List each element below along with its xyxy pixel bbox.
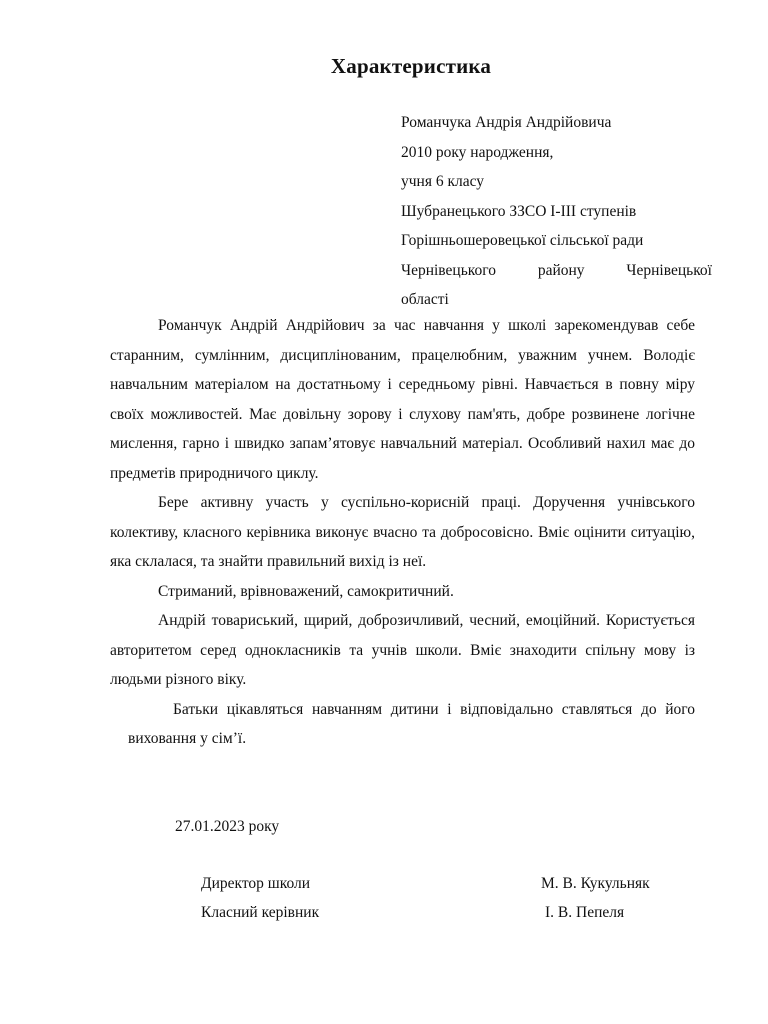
paragraph-study: Романчук Андрій Андрійович за час навчання у школі зарекомендував себе старанним, сумлінним, дисциплінованим, працелюбним, уважним учнем. Володіє навчальним матеріалом на достатньому і середньому рівні. Навчається в повну міру своїх можливостей. Має довільну зорову і слухову пам'ять, добре розвинене логічне мислення, гарно і швидко запам’ятовує навчальний матеріал. Особливий нахил має до предметів природничого циклу. xyxy=(110,317,695,482)
addressee-council: Горішньошеровецької сільської ради xyxy=(401,232,644,249)
addressee-block xyxy=(401,108,712,315)
paragraph-personality: Андрій товариський, щирий, доброзичливий, чесний, емоційний. Користується авторитетом серед однокласників та учнів школи. Вміє знаходити спільну мову із людьми різного віку. xyxy=(110,612,695,688)
paragraph-parents: Батьки цікавляться навчанням дитини і відповідально ставляться до його виховання у сім’ї. xyxy=(128,700,695,747)
addressee-district: Чернівецького району Чернівецької xyxy=(401,261,712,279)
addressee-grade: учня 6 класу xyxy=(401,173,485,190)
document-title: Характеристика xyxy=(330,54,492,78)
addressee-school: Шубранецького ЗЗСО І-ІІІ ступенів xyxy=(401,202,637,220)
document-body xyxy=(110,311,695,754)
addressee-region: області xyxy=(401,291,449,308)
paragraph-temperament: Стриманий, врівноважений, самокритичний. xyxy=(158,582,454,600)
addressee-birth-year: 2010 року народження, xyxy=(401,143,554,161)
director-name: М. В. Кукульняк xyxy=(541,875,650,892)
teacher-name: І. В. Пепеля xyxy=(545,904,625,921)
document-date: 27.01.2023 року xyxy=(175,818,280,835)
addressee-name: Романчука Андрія Андрійовича xyxy=(401,114,612,131)
teacher-role: Класний керівник xyxy=(201,904,320,921)
director-role: Директор школи xyxy=(201,875,311,892)
paragraph-social-work: Бере активну участь у суспільно-корисній праці. Доручення учнівського колективу, класного керівника виконує вчасно та добросовісно. Вміє оцінити ситуацію, яка склалася, та знайти правильний вихід із неї. xyxy=(110,494,695,570)
